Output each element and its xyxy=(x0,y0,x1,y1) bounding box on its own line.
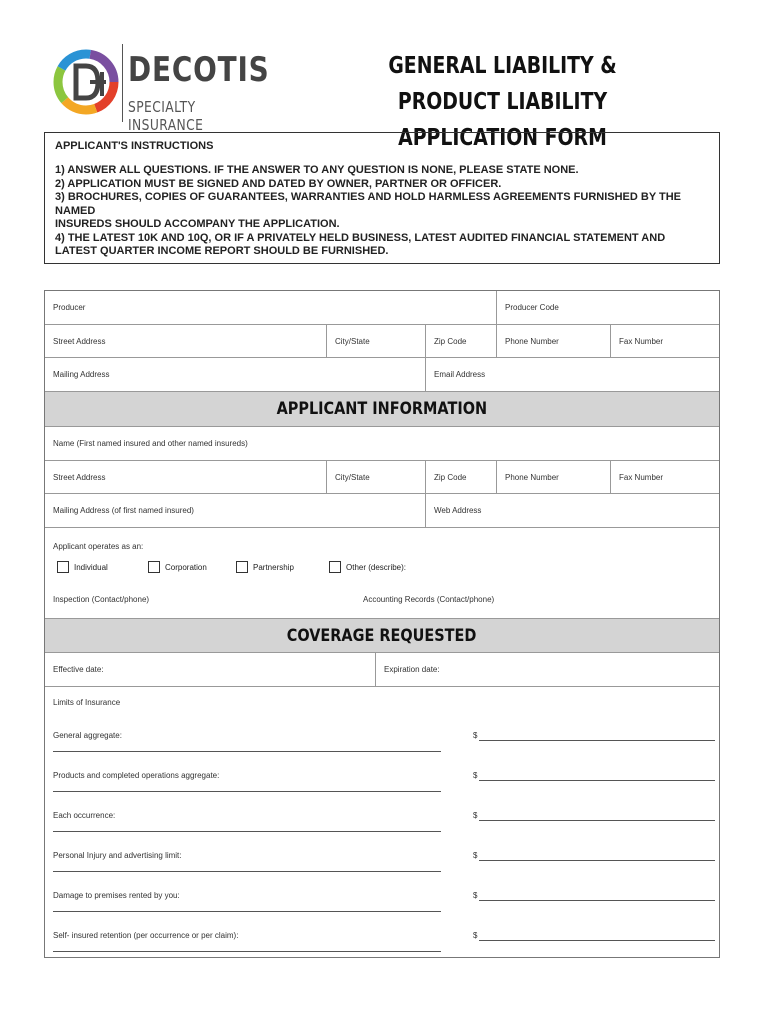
logo-divider xyxy=(122,44,123,122)
currency-symbol: $ xyxy=(473,931,478,940)
inspection-contact-field[interactable]: Inspection (Contact/phone) xyxy=(53,595,150,604)
limit-self-insured-line[interactable] xyxy=(53,951,441,952)
option-label: Corporation xyxy=(165,562,207,572)
option-label: Partnership xyxy=(253,562,294,572)
coverage-section-header xyxy=(45,618,719,653)
instructions-box xyxy=(44,132,720,264)
expiration-date-field[interactable]: Expiration date: xyxy=(376,653,719,687)
applicant-street-field[interactable]: Street Address xyxy=(45,461,327,494)
limit-personal-injury-line[interactable] xyxy=(53,871,441,872)
producer-phone-field[interactable]: Phone Number xyxy=(497,325,611,358)
checkbox[interactable] xyxy=(236,561,248,573)
limit-self-insured-label: Self- insured retention (per occurrence or per claim): xyxy=(53,931,239,940)
currency-symbol: $ xyxy=(473,891,478,900)
currency-symbol: $ xyxy=(473,771,478,780)
option-individual[interactable] xyxy=(57,561,108,573)
option-partnership[interactable] xyxy=(236,561,294,573)
instruction-line: 1) ANSWER ALL QUESTIONS. IF THE ANSWER TO ANY QUESTION IS NONE, PLEASE STATE NONE. xyxy=(55,164,579,176)
accounting-contact-field[interactable]: Accounting Records (Contact/phone) xyxy=(363,595,495,604)
applicant-name-field[interactable]: Name (First named insured and other named insureds) xyxy=(45,427,719,461)
limit-damage-premises-line[interactable] xyxy=(53,911,441,912)
limits-label: Limits of Insurance xyxy=(53,698,121,707)
logo-name: DECOTIS xyxy=(128,50,270,90)
limit-each-occurrence-line[interactable] xyxy=(53,831,441,832)
instruction-line: 4) THE LATEST 10K AND 10Q, OR IF A PRIVATELY HELD BUSINESS, LATEST AUDITED FINANCIAL STATEMENT AND LATEST QUARTER INCOME REPORT SHOULD BE FURNISHED. xyxy=(55,231,666,257)
checkbox[interactable] xyxy=(57,561,69,573)
applicant-fax-field[interactable]: Fax Number xyxy=(611,461,719,494)
currency-symbol: $ xyxy=(473,851,478,860)
limit-each-occurrence-input[interactable] xyxy=(479,820,715,821)
currency-symbol: $ xyxy=(473,731,478,740)
limit-general-aggregate-input[interactable] xyxy=(479,740,715,741)
producer-code-field[interactable]: Producer Code xyxy=(497,291,719,325)
application-form xyxy=(44,290,720,958)
limit-general-aggregate-line[interactable] xyxy=(53,751,441,752)
currency-symbol: $ xyxy=(473,811,478,820)
form-title-line1: GENERAL LIABILITY & PRODUCT LIABILITY xyxy=(388,53,617,115)
instruction-line: INSUREDS SHOULD ACCOMPANY THE APPLICATION. xyxy=(55,218,340,230)
instruction-line: 2) APPLICATION MUST BE SIGNED AND DATED BY OWNER, PARTNER OR OFFICER. xyxy=(55,177,502,190)
option-label: Other (describe): xyxy=(346,562,407,572)
applicant-mailing-field[interactable]: Mailing Address (of first named insured) xyxy=(45,494,426,528)
limit-self-insured-input[interactable] xyxy=(479,940,715,941)
producer-mailing-field[interactable]: Mailing Address xyxy=(45,358,426,392)
limit-each-occurrence-label: Each occurrence: xyxy=(53,811,116,820)
limit-damage-premises-input[interactable] xyxy=(479,900,715,901)
limit-personal-injury-label: Personal Injury and advertising limit: xyxy=(53,851,182,860)
producer-city-state-field[interactable]: City/State xyxy=(327,325,426,358)
producer-field[interactable]: Producer xyxy=(45,291,497,325)
applicant-heading: APPLICANT INFORMATION xyxy=(276,399,488,419)
applicant-city-state-field[interactable]: City/State xyxy=(327,461,426,494)
checkbox[interactable] xyxy=(148,561,160,573)
producer-email-field[interactable]: Email Address xyxy=(426,358,719,392)
limit-damage-premises-label: Damage to premises rented by you: xyxy=(53,891,180,900)
company-logo xyxy=(52,44,270,134)
applicant-section-header xyxy=(45,392,719,427)
coverage-heading: COVERAGE REQUESTED xyxy=(287,626,477,646)
entity-type-options xyxy=(45,557,719,587)
producer-fax-field[interactable]: Fax Number xyxy=(611,325,719,358)
operates-as-label: Applicant operates as an: xyxy=(53,542,144,551)
applicant-phone-field[interactable]: Phone Number xyxy=(497,461,611,494)
effective-date-field[interactable]: Effective date: xyxy=(45,653,376,687)
producer-street-field[interactable]: Street Address xyxy=(45,325,327,358)
logo-tagline: SPECIALTY INSURANCE xyxy=(128,98,204,134)
applicant-zip-field[interactable]: Zip Code xyxy=(426,461,497,494)
limit-products-aggregate-input[interactable] xyxy=(479,780,715,781)
form-title-line2: APPLICATION FORM xyxy=(398,125,607,151)
limit-personal-injury-input[interactable] xyxy=(479,860,715,861)
limit-general-aggregate-label: General aggregate: xyxy=(53,731,122,740)
applicant-web-field[interactable]: Web Address xyxy=(426,494,719,528)
limit-products-aggregate-label: Products and completed operations aggregate: xyxy=(53,771,220,780)
option-label: Individual xyxy=(74,562,108,572)
option-other[interactable] xyxy=(329,561,406,573)
option-corporation[interactable] xyxy=(148,561,207,573)
instructions-heading: APPLICANT'S INSTRUCTIONS xyxy=(55,140,214,152)
logo-ring-icon xyxy=(52,46,120,118)
producer-zip-field[interactable]: Zip Code xyxy=(426,325,497,358)
checkbox[interactable] xyxy=(329,561,341,573)
limit-products-aggregate-line[interactable] xyxy=(53,791,441,792)
instruction-line: 3) BROCHURES, COPIES OF GUARANTEES, WARRANTIES AND HOLD HARMLESS AGREEMENTS FURNISHED BY THE NAMED xyxy=(55,191,682,217)
